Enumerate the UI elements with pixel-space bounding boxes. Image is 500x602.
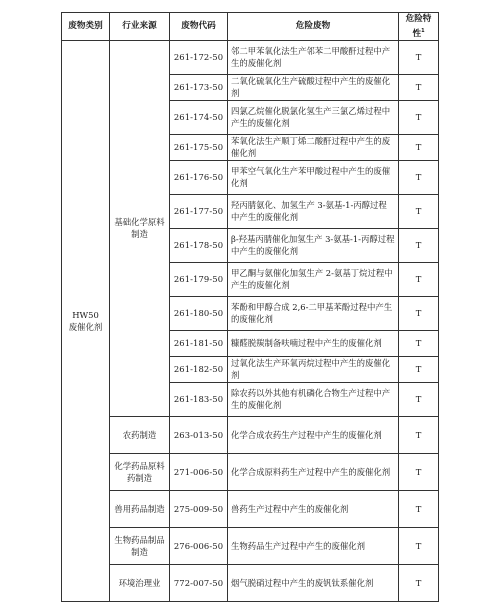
waste-description-cell: 苯酚和甲醇合成 2,6-二甲基苯酚过程中产生的废催化剂 xyxy=(228,296,399,330)
waste-code-cell: 263-013-50 xyxy=(170,416,228,453)
waste-code-cell: 261-175-50 xyxy=(170,134,228,160)
waste-description-cell: 羟丙腈氨化、加氢生产 3-氨基-1-丙醇过程中产生的废催化剂 xyxy=(228,194,399,228)
header-waste: 危险废物 xyxy=(228,13,399,41)
waste-description-cell: 化学合成农药生产过程中产生的废催化剂 xyxy=(228,416,399,453)
waste-description-cell: 兽药生产过程中产生的废催化剂 xyxy=(228,490,399,527)
hazard-property-cell: T xyxy=(399,453,439,490)
waste-code-cell: 276-006-50 xyxy=(170,527,228,564)
table-row xyxy=(62,40,439,74)
industry-source-cell: 化学药品原料药制造 xyxy=(110,453,170,490)
hazard-property-cell: T xyxy=(399,356,439,382)
waste-code-cell: 261-174-50 xyxy=(170,100,228,134)
waste-description-cell: 烟气脱硝过程中产生的废钒钛系催化剂 xyxy=(228,564,399,601)
header-hazard-label: 危险特性 xyxy=(405,14,432,39)
industry-source-cell: 兽用药品制造 xyxy=(110,490,170,527)
hazard-property-cell: T xyxy=(399,228,439,262)
waste-code-cell: 261-172-50 xyxy=(170,40,228,74)
waste-code-cell: 261-181-50 xyxy=(170,330,228,356)
waste-description-cell: 过氧化法生产环氧丙烷过程中产生的废催化剂 xyxy=(228,356,399,382)
hazard-property-cell: T xyxy=(399,40,439,74)
header-code: 废物代码 xyxy=(170,13,228,41)
industry-source-cell: 环境治理业 xyxy=(110,564,170,601)
waste-description-cell: 甲苯空气氧化生产苯甲酸过程中产生的废催化剂 xyxy=(228,160,399,194)
waste-code-cell: 261-182-50 xyxy=(170,356,228,382)
waste-code-cell: 261-180-50 xyxy=(170,296,228,330)
waste-description-cell: 化学合成原料药生产过程中产生的废催化剂 xyxy=(228,453,399,490)
waste-description-cell: β-羟基丙腈催化加氢生产 3-氨基-1-丙醇过程中产生的废催化剂 xyxy=(228,228,399,262)
hazard-property-cell: T xyxy=(399,100,439,134)
industry-source-cell: 农药制造 xyxy=(110,416,170,453)
waste-code-cell: 261-178-50 xyxy=(170,228,228,262)
waste-code-cell: 271-006-50 xyxy=(170,453,228,490)
waste-description-cell: 甲乙酮与氨催化加氢生产 2-氨基丁烷过程中产生的废催化剂 xyxy=(228,262,399,296)
table-header-row xyxy=(62,13,439,41)
waste-code-cell: 772-007-50 xyxy=(170,564,228,601)
hazard-property-cell: T xyxy=(399,330,439,356)
hazardous-waste-table xyxy=(61,12,439,602)
table-row xyxy=(62,416,439,453)
header-industry: 行业来源 xyxy=(110,13,170,41)
waste-code-cell: 261-179-50 xyxy=(170,262,228,296)
waste-code-cell: 261-183-50 xyxy=(170,382,228,416)
hazard-property-cell: T xyxy=(399,296,439,330)
header-hazard xyxy=(399,13,439,41)
waste-code-cell: 275-009-50 xyxy=(170,490,228,527)
table-row xyxy=(62,527,439,564)
hazard-property-cell: T xyxy=(399,527,439,564)
waste-description-cell: 四氯乙烷催化脱氯化氢生产三氯乙烯过程中产生的废催化剂 xyxy=(228,100,399,134)
hazard-property-cell: T xyxy=(399,262,439,296)
waste-category-cell: HW50 废催化剂 xyxy=(62,40,110,601)
table-row xyxy=(62,564,439,601)
waste-description-cell: 糠醛脱羰制备呋喃过程中产生的废催化剂 xyxy=(228,330,399,356)
hazard-property-cell: T xyxy=(399,382,439,416)
header-category: 废物类别 xyxy=(62,13,110,41)
hazard-property-cell: T xyxy=(399,134,439,160)
waste-code-cell: 261-173-50 xyxy=(170,74,228,100)
waste-code-cell: 261-176-50 xyxy=(170,160,228,194)
industry-source-cell: 生物药品制品制造 xyxy=(110,527,170,564)
hazard-property-cell: T xyxy=(399,194,439,228)
waste-description-cell: 生物药品生产过程中产生的废催化剂 xyxy=(228,527,399,564)
hazard-property-cell: T xyxy=(399,490,439,527)
hazard-property-cell: T xyxy=(399,564,439,601)
waste-description-cell: 二氧化硫氧化生产硫酸过程中产生的废催化剂 xyxy=(228,74,399,100)
industry-source-cell: 基础化学原料制造 xyxy=(110,40,170,416)
header-hazard-footnote-mark: 1 xyxy=(421,28,425,34)
table-row xyxy=(62,490,439,527)
waste-description-cell: 苯氧化法生产顺丁烯二酸酐过程中产生的废催化剂 xyxy=(228,134,399,160)
hazard-property-cell: T xyxy=(399,74,439,100)
table-row xyxy=(62,453,439,490)
waste-description-cell: 除农药以外其他有机磷化合物生产过程中产生的废催化剂 xyxy=(228,382,399,416)
hazard-property-cell: T xyxy=(399,160,439,194)
waste-code-cell: 261-177-50 xyxy=(170,194,228,228)
hazard-property-cell: T xyxy=(399,416,439,453)
waste-description-cell: 邻二甲苯氧化法生产邻苯二甲酸酐过程中产生的废催化剂 xyxy=(228,40,399,74)
